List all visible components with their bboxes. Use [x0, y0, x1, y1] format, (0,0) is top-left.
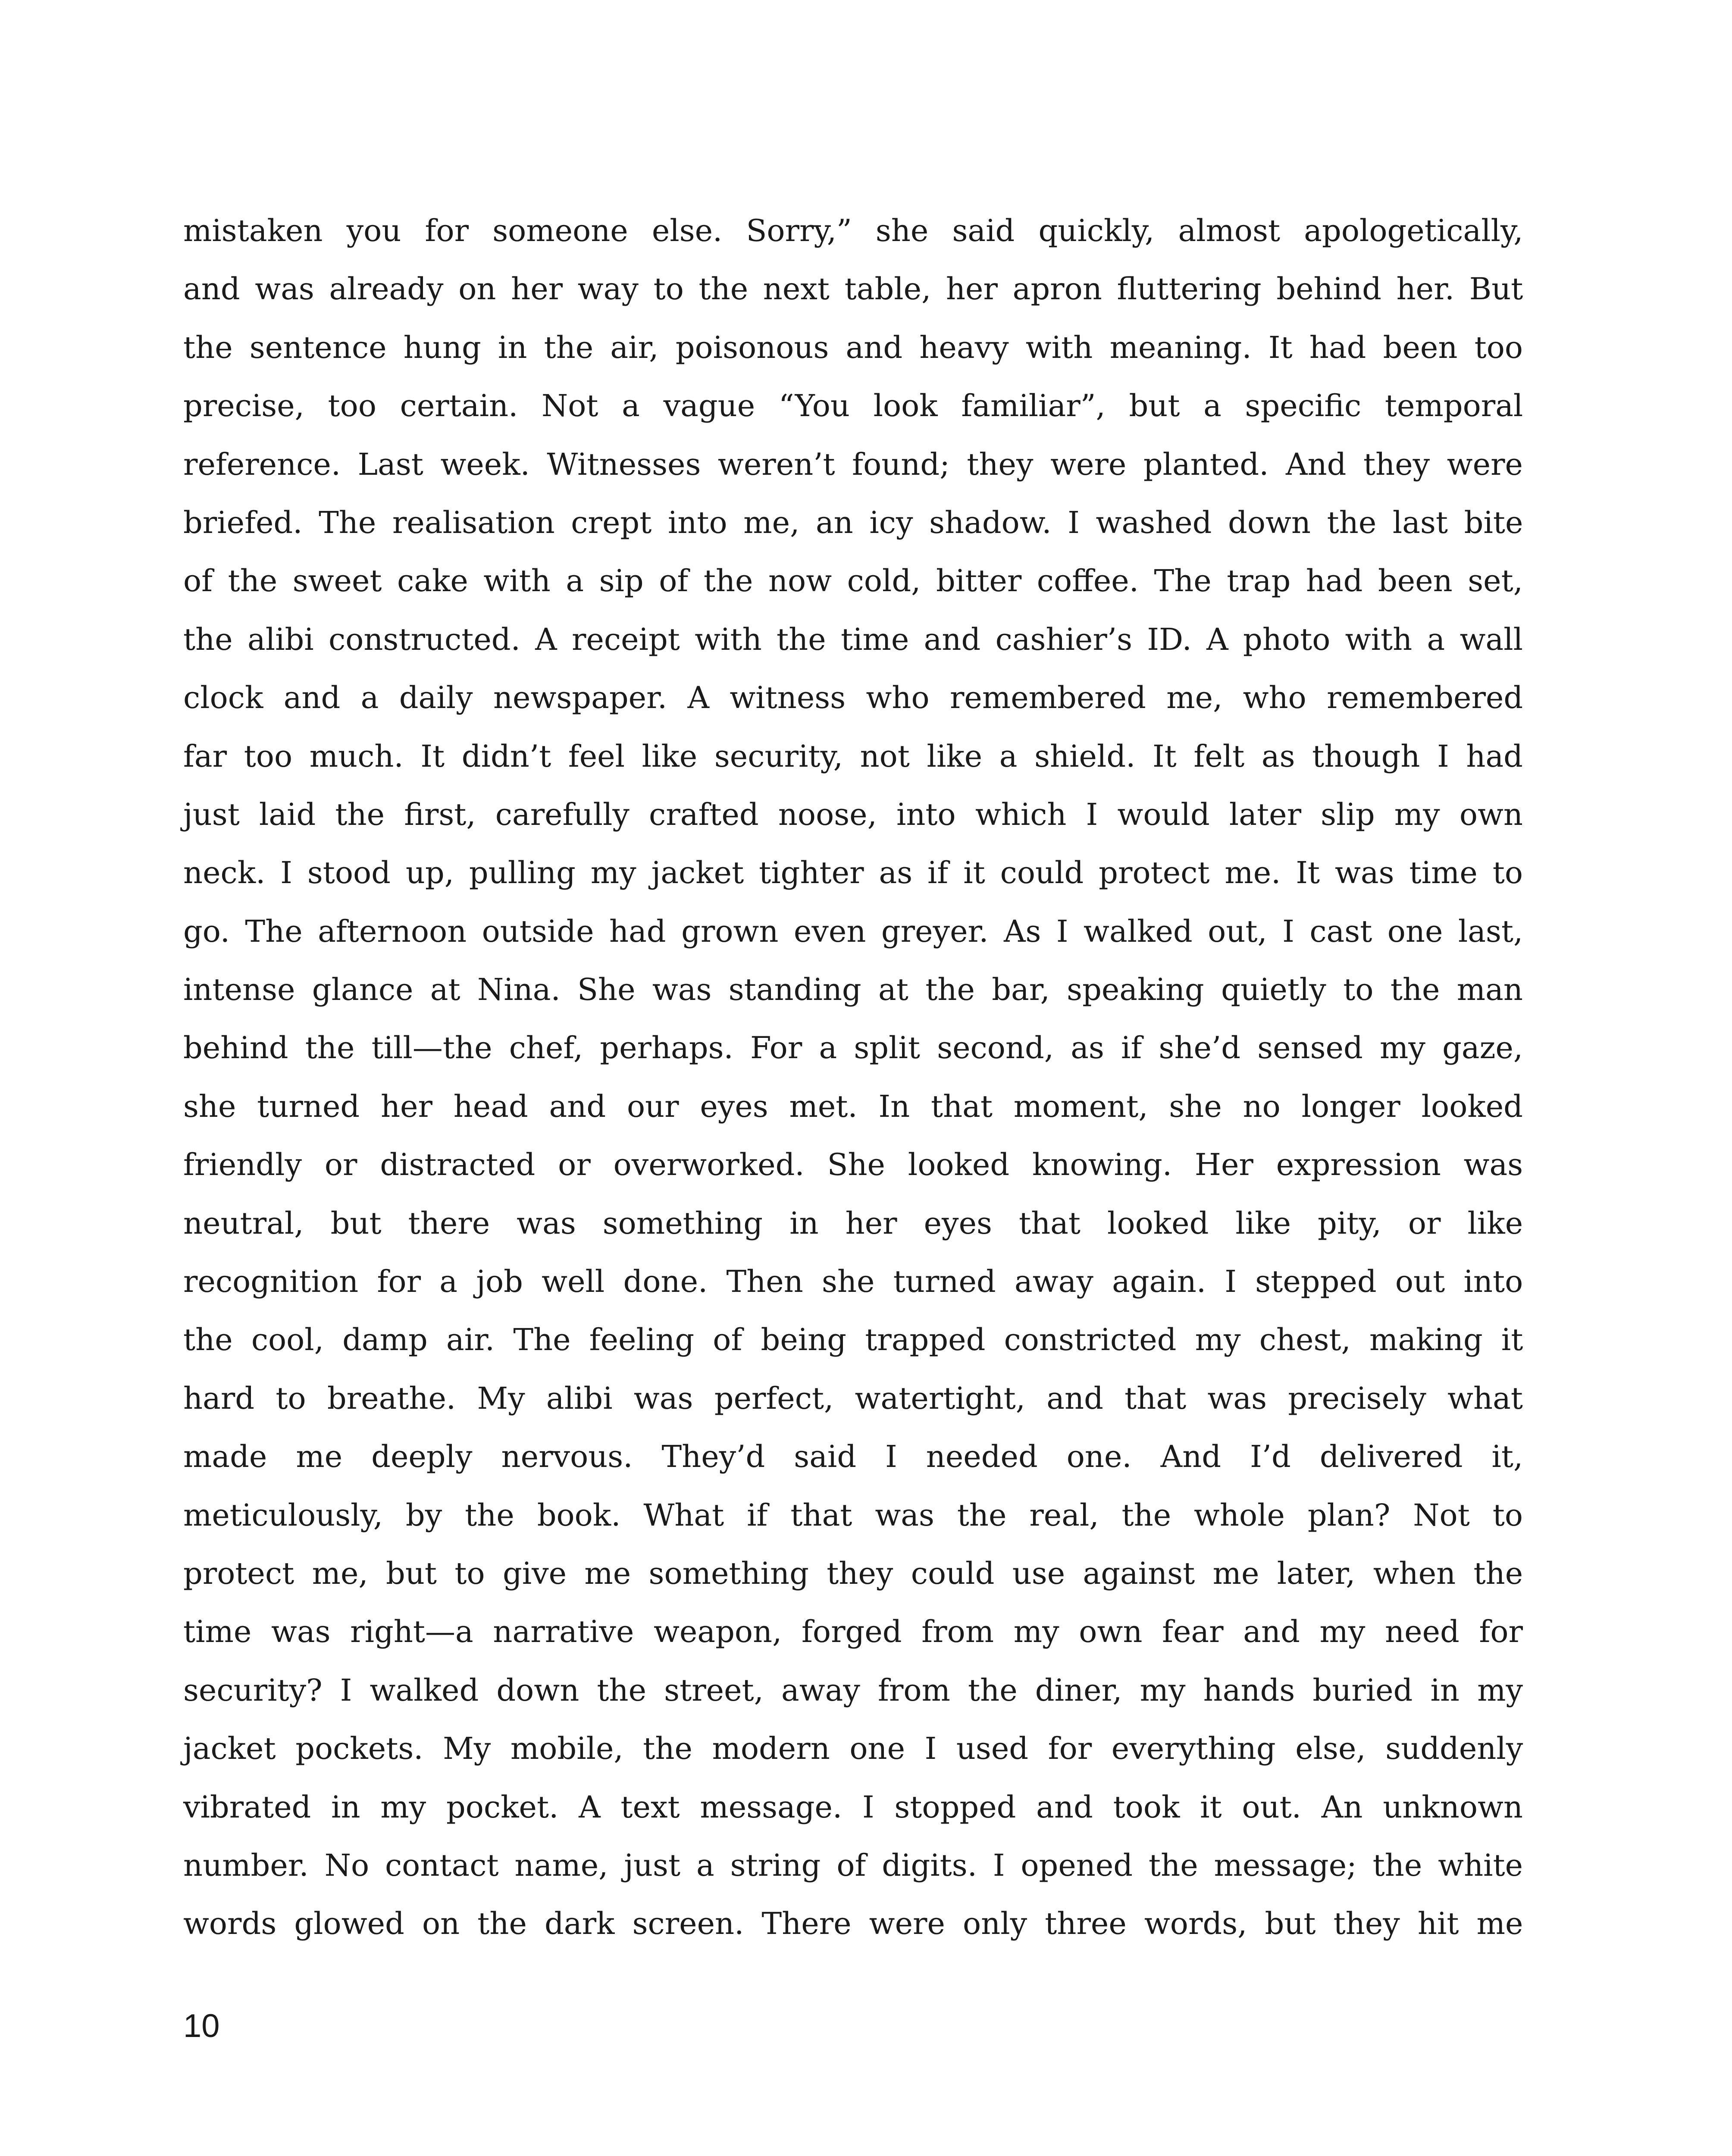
text-line: vibrated in my pocket. A text message. I stopped and took it out. An unknown — [183, 1789, 1523, 1825]
text-line: time was right—a narrative weapon, forged from my own fear and my need for — [183, 1614, 1523, 1650]
text-line: words glowed on the dark screen. There were only three words, but they hit me — [183, 1906, 1523, 1942]
page-number: 10 — [183, 2008, 220, 2044]
text-line: meticulously, by the book. What if that was the real, the whole plan? Not to — [183, 1497, 1523, 1533]
text-line: made me deeply nervous. They’d said I needed one. And I’d delivered it, — [183, 1439, 1523, 1475]
text-line: the alibi constructed. A receipt with the time and cashier’s ID. A photo with a wall — [183, 621, 1523, 657]
text-line: security? I walked down the street, away from the diner, my hands buried in my — [183, 1672, 1523, 1708]
text-line: far too much. It didn’t feel like security, not like a shield. It felt as though I had — [183, 738, 1523, 774]
text-line: reference. Last week. Witnesses weren’t found; they were planted. And they were — [183, 446, 1523, 482]
text-line: neutral, but there was something in her eyes that looked like pity, or like — [183, 1205, 1523, 1241]
text-line: of the sweet cake with a sip of the now cold, bitter coffee. The trap had been set, — [183, 563, 1523, 599]
text-line: briefed. The realisation crept into me, an icy shadow. I washed down the last bite — [183, 505, 1523, 540]
text-line: recognition for a job well done. Then she turned away again. I stepped out into — [183, 1264, 1523, 1300]
text-line: precise, too certain. Not a vague “You look familiar”, but a specific temporal — [183, 388, 1523, 424]
text-line: clock and a daily newspaper. A witness who remembered me, who remembered — [183, 680, 1523, 716]
text-line: the sentence hung in the air, poisonous and heavy with meaning. It had been too — [183, 329, 1523, 365]
text-line: the cool, damp air. The feeling of being trapped constricted my chest, making it — [183, 1322, 1523, 1358]
text-line: jacket pockets. My mobile, the modern one I used for everything else, suddenly — [183, 1731, 1523, 1767]
text-line: and was already on her way to the next table, her apron fluttering behind her. But — [183, 271, 1523, 307]
text-line: number. No contact name, just a string of digits. I opened the message; the white — [183, 1847, 1523, 1883]
text-line: behind the till—the chef, perhaps. For a split second, as if she’d sensed my gaze, — [183, 1030, 1523, 1066]
text-line: she turned her head and our eyes met. In that moment, she no longer looked — [183, 1088, 1523, 1124]
text-line: just laid the first, carefully crafted noose, into which I would later slip my own — [183, 796, 1523, 832]
body-paragraph — [183, 202, 1523, 1953]
text-line: hard to breathe. My alibi was perfect, watertight, and that was precisely what — [183, 1380, 1523, 1416]
text-line: intense glance at Nina. She was standing at the bar, speaking quietly to the man — [183, 972, 1523, 1008]
text-line: mistaken you for someone else. Sorry,” she said quickly, almost apologetically, — [183, 213, 1523, 248]
text-line: friendly or distracted or overworked. She looked knowing. Her expression was — [183, 1147, 1523, 1183]
text-line: go. The afternoon outside had grown even greyer. As I walked out, I cast one last, — [183, 913, 1523, 949]
text-line: neck. I stood up, pulling my jacket tighter as if it could protect me. It was time to — [183, 855, 1523, 891]
text-line: protect me, but to give me something they could use against me later, when the — [183, 1555, 1523, 1591]
